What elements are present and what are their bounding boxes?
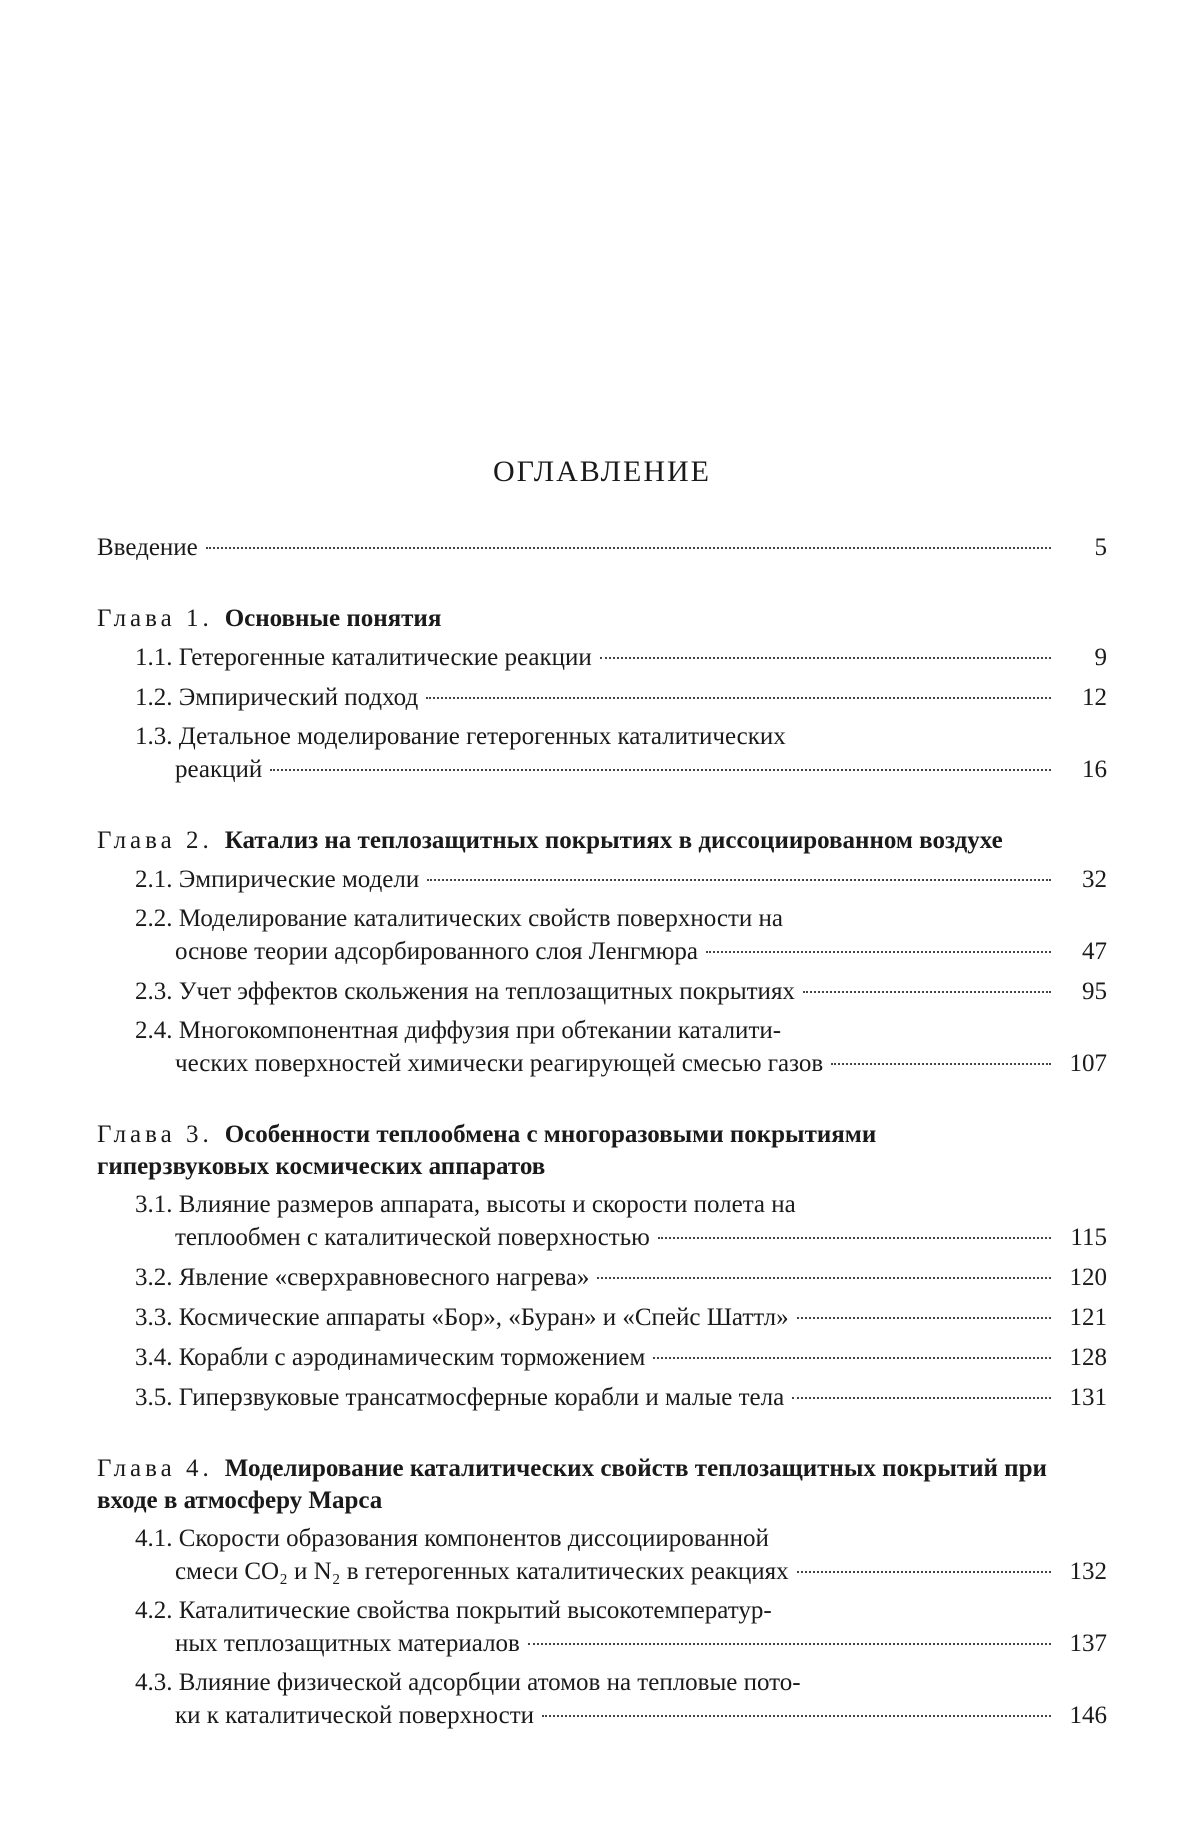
page-number: 5 xyxy=(1094,534,1107,561)
section-number: 1.3. xyxy=(135,723,179,750)
dot-leader xyxy=(831,1063,1051,1065)
toc-section-4-3[interactable] xyxy=(135,1667,1107,1733)
section-entry-row xyxy=(135,1261,1107,1295)
section-title-text: Явление «сверхравновесного нагрева» xyxy=(178,1264,590,1291)
section-title xyxy=(135,863,419,897)
section-entry-row xyxy=(135,1381,1107,1415)
toc-section-3-5[interactable] xyxy=(135,1381,1107,1415)
toc-entry-intro[interactable] xyxy=(97,531,1107,565)
section-number: 2.2. xyxy=(135,905,179,932)
section-title-text: Космические аппараты «Бор», «Буран» и «Спейс Шаттл» xyxy=(178,1304,789,1331)
section-number: 3.3. xyxy=(135,1304,179,1331)
table-of-contents xyxy=(97,455,1107,1739)
page-number: 137 xyxy=(1069,1630,1107,1657)
toc-section-2-2[interactable] xyxy=(135,903,1107,969)
toc-section-4-2[interactable] xyxy=(135,1595,1107,1661)
page-number: 131 xyxy=(1069,1384,1107,1411)
dot-leader xyxy=(426,697,1051,699)
section-entry-row xyxy=(175,753,1107,787)
section-number: 2.3. xyxy=(135,978,179,1005)
section-entry-row xyxy=(175,1047,1107,1081)
section-title xyxy=(135,641,592,675)
section-title-line xyxy=(135,1595,1107,1627)
section-number: 4.1. xyxy=(135,1525,179,1552)
dot-leader xyxy=(792,1397,1051,1399)
toc-section-1-1[interactable] xyxy=(135,641,1107,675)
chapter-label: Глава 2. xyxy=(97,827,213,854)
section-title-text: Эмпирические модели xyxy=(178,866,420,893)
section-number: 2.1. xyxy=(135,866,179,893)
chapter-title: Катализ на теплозащитных покрытиях в диссоциированном воздухе xyxy=(224,827,1003,854)
section-title xyxy=(135,975,795,1009)
page-number: 128 xyxy=(1069,1344,1107,1371)
section-number: 1.2. xyxy=(135,684,179,711)
section-title-text: Корабли с аэродинамическим торможением xyxy=(178,1344,646,1371)
section-number: 3.1. xyxy=(135,1191,179,1218)
page-number: 107 xyxy=(1069,1050,1107,1077)
section-title xyxy=(135,1381,784,1415)
section-title-line xyxy=(135,721,1107,753)
toc-section-1-2[interactable] xyxy=(135,681,1107,715)
section-title-end: ческих поверхностей химически реагирующей смесью газов xyxy=(175,1050,824,1077)
section-number: 2.4. xyxy=(135,1017,179,1044)
page-number: 32 xyxy=(1082,866,1107,893)
page-number: 16 xyxy=(1082,756,1107,783)
page-number: 120 xyxy=(1069,1264,1107,1291)
section-entry-row xyxy=(135,681,1107,715)
chapter-heading[interactable] xyxy=(97,825,1107,857)
section-entry-row xyxy=(175,1221,1107,1255)
chapter-heading[interactable] xyxy=(97,1119,1107,1183)
section-title xyxy=(135,1341,645,1375)
dot-leader xyxy=(542,1715,1051,1717)
chapters-list xyxy=(97,603,1107,1733)
section-title-text: Гиперзвуковые трансатмосферные корабли и малые тела xyxy=(178,1384,785,1411)
chapter-title: Основные понятия xyxy=(224,605,442,632)
dot-leader xyxy=(427,879,1051,881)
chapter-2 xyxy=(97,825,1107,1081)
dot-leader xyxy=(206,547,1051,549)
dot-leader xyxy=(528,1643,1051,1645)
toc-section-2-3[interactable] xyxy=(135,975,1107,1009)
section-title-line xyxy=(135,903,1107,935)
page-number: 115 xyxy=(1070,1224,1107,1251)
toc-section-2-4[interactable] xyxy=(135,1015,1107,1081)
section-entry-row xyxy=(135,1341,1107,1375)
section-title-start: Каталитические свойства покрытий высокотемператур- xyxy=(178,1597,772,1624)
page-number: 9 xyxy=(1094,644,1107,671)
page-number: 95 xyxy=(1082,978,1107,1005)
section-entry-row xyxy=(135,641,1107,675)
chapter-1 xyxy=(97,603,1107,787)
dot-leader xyxy=(597,1277,1051,1279)
toc-section-4-1[interactable] xyxy=(135,1523,1107,1589)
dot-leader xyxy=(706,951,1051,953)
section-title xyxy=(135,681,418,715)
section-number: 4.2. xyxy=(135,1597,179,1624)
toc-section-2-1[interactable] xyxy=(135,863,1107,897)
section-title-start: Детальное моделирование гетерогенных каталитических xyxy=(178,723,786,750)
section-entry-row xyxy=(175,1627,1107,1661)
chapter-title: Особенности теплообмена с многоразовыми покрытиями гиперзвуковых космических аппаратов xyxy=(97,1121,877,1180)
section-title-line xyxy=(135,1189,1107,1221)
section-number: 4.3. xyxy=(135,1669,179,1696)
toc-section-1-3[interactable] xyxy=(135,721,1107,787)
toc-section-3-1[interactable] xyxy=(135,1189,1107,1255)
section-entry-row xyxy=(135,863,1107,897)
toc-section-3-4[interactable] xyxy=(135,1341,1107,1375)
section-number: 3.2. xyxy=(135,1264,179,1291)
chapter-label: Глава 3. xyxy=(97,1121,213,1148)
dot-leader xyxy=(600,657,1051,659)
chapter-3 xyxy=(97,1119,1107,1415)
section-title-start: Моделирование каталитических свойств поверхности на xyxy=(178,905,784,932)
section-title xyxy=(135,1261,589,1295)
section-title-end: ки к каталитической поверхности xyxy=(175,1702,535,1729)
dot-leader xyxy=(803,991,1051,993)
dot-leader xyxy=(653,1357,1051,1359)
section-title-start: Многокомпонентная диффузия при обтекании каталити- xyxy=(178,1017,782,1044)
section-title-end: реакций xyxy=(175,756,263,783)
page-number: 12 xyxy=(1082,684,1107,711)
chapter-heading[interactable] xyxy=(97,1453,1107,1517)
dot-leader xyxy=(797,1571,1051,1573)
dot-leader xyxy=(270,769,1051,771)
section-title-start: Скорости образования компонентов диссоциированной xyxy=(178,1525,769,1552)
section-number: 3.4. xyxy=(135,1344,179,1371)
section-number: 1.1. xyxy=(135,644,179,671)
page-number: 47 xyxy=(1082,938,1107,965)
section-title-end: основе теории адсорбированного слоя Ленгмюра xyxy=(175,938,698,965)
section-title-line xyxy=(135,1523,1107,1555)
section-title-line xyxy=(135,1667,1107,1699)
section-entry-row xyxy=(135,975,1107,1009)
section-title-end: ных теплозащитных материалов xyxy=(175,1630,520,1657)
page-number: 132 xyxy=(1069,1558,1107,1585)
dot-leader xyxy=(797,1317,1051,1319)
chapter-title: Моделирование каталитических свойств теплозащитных покрытий при входе в атмосферу Марса xyxy=(97,1455,1047,1514)
section-title-start: Влияние физической адсорбции атомов на тепловые пото- xyxy=(178,1669,801,1696)
entry-label: Введение xyxy=(97,534,198,561)
toc-section-3-3[interactable] xyxy=(135,1301,1107,1335)
section-title-text: Эмпирический подход xyxy=(178,684,419,711)
dot-leader xyxy=(658,1237,1051,1239)
section-title xyxy=(135,1301,789,1335)
section-entry-row xyxy=(135,1301,1107,1335)
section-entry-row xyxy=(175,1699,1107,1733)
toc-section-3-2[interactable] xyxy=(135,1261,1107,1295)
section-title-end: смеси CO₂ и N₂ в гетерогенных каталитических реакциях xyxy=(175,1558,789,1585)
section-title-end: теплообмен с каталитической поверхностью xyxy=(175,1224,650,1251)
section-entry-row xyxy=(175,1555,1107,1589)
page-title: ОГЛАВЛЕНИЕ xyxy=(493,455,711,488)
section-number: 3.5. xyxy=(135,1384,179,1411)
section-title-start: Влияние размеров аппарата, высоты и скорости полета на xyxy=(178,1191,796,1218)
chapter-label: Глава 1. xyxy=(97,605,213,632)
chapter-heading[interactable] xyxy=(97,603,1107,635)
page-number: 146 xyxy=(1069,1702,1107,1729)
section-title-line xyxy=(135,1015,1107,1047)
chapter-label: Глава 4. xyxy=(97,1455,213,1482)
section-entry-row xyxy=(175,935,1107,969)
section-title-text: Учет эффектов скольжения на теплозащитных покрытиях xyxy=(178,978,795,1005)
page-number: 121 xyxy=(1069,1304,1107,1331)
chapter-4 xyxy=(97,1453,1107,1733)
section-title-text: Гетерогенные каталитические реакции xyxy=(178,644,592,671)
